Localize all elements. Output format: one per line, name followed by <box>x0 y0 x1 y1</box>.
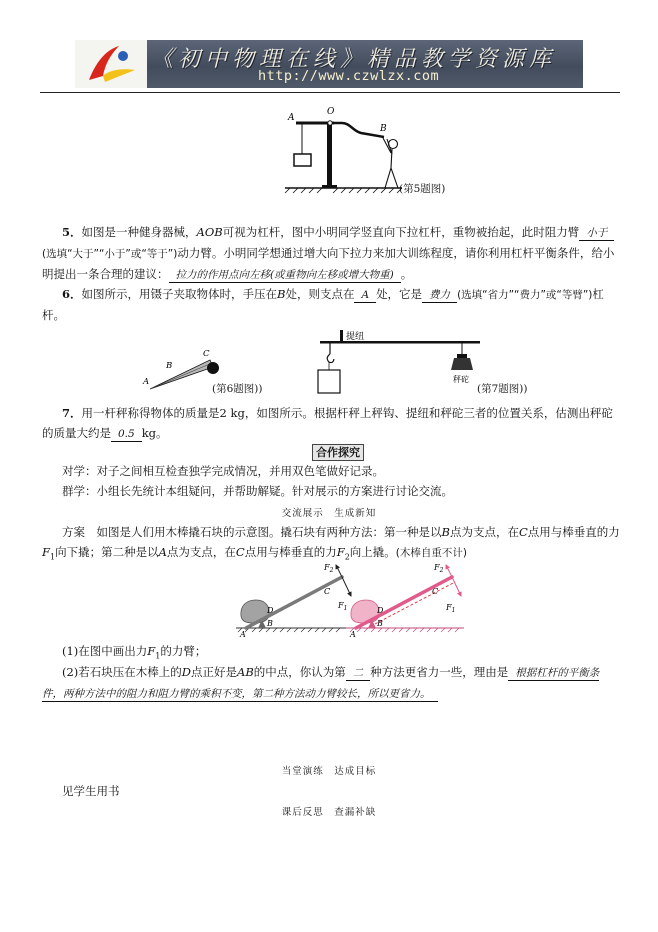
figure-5-fitness-lever <box>280 104 410 194</box>
label-a: A <box>350 630 356 639</box>
label-a: A <box>143 377 150 387</box>
variable-ab: AB <box>237 665 254 679</box>
tweezers-gap <box>150 364 211 390</box>
question-text: 的中点，你认为第 <box>253 665 346 679</box>
person-figure <box>383 138 398 188</box>
post-base <box>322 185 337 188</box>
choice-hint: (选填“大于”“小于”或“等于”) <box>42 248 178 260</box>
label-o: O <box>327 107 335 117</box>
lever-arm-right <box>332 123 384 137</box>
variable-c: C <box>235 545 245 559</box>
question-text: (2)若石块压在木棒上的 <box>62 665 182 679</box>
logo-icon <box>75 40 147 88</box>
label-d: D <box>377 606 384 615</box>
question-5 <box>42 222 620 285</box>
answer-blank: 二 <box>346 667 371 681</box>
weight-block <box>294 154 311 166</box>
variable-f: F <box>336 545 345 559</box>
label-b: B <box>380 124 387 134</box>
figure-7-steelyard <box>312 326 488 396</box>
support-post <box>327 123 332 188</box>
question-text: 如图是一种健身器械， <box>81 225 197 239</box>
question-text: (1)在图中画出力 <box>62 644 148 658</box>
lever-arm-l1 <box>375 582 455 624</box>
pivot-point <box>328 121 332 125</box>
question-text: 的力臂； <box>160 644 207 658</box>
variable-f: F <box>147 644 156 658</box>
ground-hatch <box>238 628 340 632</box>
label-f2: $F_2$ <box>324 563 334 574</box>
subscript: 1 <box>49 552 56 562</box>
question-text: 种方法更省力一些，理由是 <box>370 665 509 679</box>
plan-question-2 <box>42 662 620 704</box>
answer-blank: 0.5 <box>111 428 142 442</box>
variable-b: B <box>441 525 450 539</box>
question-number: 7． <box>62 406 82 420</box>
figure-6-tweezers <box>140 345 222 393</box>
weight-cap <box>457 354 467 358</box>
subscript: 1 <box>155 651 161 661</box>
label-a: A <box>240 630 246 639</box>
banner-url: http://www.czwlzx.com <box>258 68 440 84</box>
question-text: 如图所示，用镊子夹取物体时，手压在 <box>81 287 278 301</box>
see-student-book: 见学生用书 <box>62 784 120 798</box>
question-text: 杠杆。 <box>42 287 604 322</box>
held-object <box>207 362 219 374</box>
label-b: B <box>377 619 383 628</box>
plan-text: 方案 如图是人们用木棒撬石块的示意图。撬石块有两种方法：第一种是以 <box>62 525 442 539</box>
plan-text: 点为支点，在 <box>166 545 236 559</box>
hanging-object <box>318 370 340 393</box>
choice-hint: (选填“省力”“费力”或“等臂”) <box>457 289 593 301</box>
answer-blank: 费力 <box>422 289 457 303</box>
reflection-heading: 课后反思 查漏补缺 <box>281 807 377 818</box>
question-text: kg。 <box>141 426 168 440</box>
label-b: B <box>166 361 173 371</box>
question-6 <box>42 284 620 325</box>
force-f2-arrow <box>336 565 342 577</box>
ground-hatch <box>350 628 459 632</box>
label-c: C <box>203 349 210 359</box>
force-f1-arrow <box>342 577 351 596</box>
header-divider <box>40 92 620 93</box>
question-text: 。 <box>400 267 413 281</box>
question-text: 可视为杠杆，图中小明同学竖直向下拉杠杆，重物被抬起，此时阻力臂 <box>222 225 580 239</box>
variable-d: D <box>181 665 192 679</box>
crowbar-figure-right <box>346 563 464 639</box>
question-number: 6． <box>62 287 82 301</box>
plan-text: 向上撬。 <box>349 545 396 559</box>
label-c: C <box>432 587 439 596</box>
plan-text: 点用与棒垂直的力 <box>527 525 620 539</box>
variable-f: F <box>42 545 50 559</box>
section-subtitle: 交流展示 生成新知 <box>281 508 377 519</box>
figure-5-caption: (第5题图) <box>399 183 446 195</box>
label-f1: $F_1$ <box>338 601 348 612</box>
steelyard-beam <box>320 341 480 344</box>
label-lifting-knob: 提纽 <box>346 332 365 342</box>
banner-title: 《初中物理在线》精品教学资源库 <box>151 47 557 72</box>
label-f1: $F_1$ <box>446 603 456 614</box>
tweezers <box>150 360 213 389</box>
label-weight: 秤砣 <box>453 375 469 384</box>
question-text: 点正好是 <box>191 665 238 679</box>
plan-figures-crowbar <box>232 560 468 640</box>
answer-blank: 根据杠杆的平衡条件，两种方法中的阻力和阻力臂的乘积不变，第二种方法动力臂较长，所以更省力。 <box>42 667 600 700</box>
practice-heading: 当堂演练 达成目标 <box>281 766 377 777</box>
plan-note: (木棒自重不计) <box>395 547 467 559</box>
crowbar-figure-left <box>236 563 351 639</box>
figure-7-caption: (第7题图)) <box>477 383 528 395</box>
answer-blank: A <box>354 289 376 303</box>
label-b: B <box>267 619 273 628</box>
plan-text: 点为支点，在 <box>449 525 519 539</box>
question-number: 5． <box>62 225 82 239</box>
label-d: D <box>267 606 274 615</box>
variable-a: A <box>158 545 167 559</box>
plan-text: 点用与棒垂直的力 <box>244 545 337 559</box>
force-f2-arrow <box>446 565 452 577</box>
label-c: C <box>324 587 331 596</box>
force-f1-arrow <box>452 577 461 596</box>
plan-text: 向下撬；第二种是以 <box>55 545 159 559</box>
logo <box>75 40 147 88</box>
variable-c: C <box>518 525 528 539</box>
header-banner <box>75 40 583 88</box>
group-study-text: 群学：小组长先统计本组疑问，并帮助解疑。针对展示的方案进行讨论交流。 <box>62 484 453 498</box>
question-text: 用一杆秤称得物体的质量是2 kg，如图所示。根据杆秤上秤钩、提纽和秤砣三者的位置关系，估测出秤砣的质量大约是 <box>42 406 613 440</box>
question-text: 动力臂。小明同学想通过增大向下拉力来加大训练程度，请你利用杠杆平衡条件，给小明提出一条合理的建议： <box>42 246 615 281</box>
label-a: A <box>288 113 295 123</box>
steelyard-weight <box>451 358 473 370</box>
subscript: 2 <box>344 552 350 562</box>
question-7 <box>42 403 620 444</box>
figure-6-caption: (第6题图)) <box>212 383 263 395</box>
variable-b: B <box>277 287 286 301</box>
hook <box>327 354 334 363</box>
label-f2: $F_2$ <box>434 563 444 574</box>
answer-blank: 拉力的作用点向左移(或重物向左移或增大物重) <box>169 269 401 283</box>
answer-blank: 小于 <box>579 227 614 241</box>
section-title: 合作探究 <box>312 444 364 461</box>
variable-aob: AOB <box>196 225 223 239</box>
question-text: 处，它是 <box>376 287 423 301</box>
question-text: 处，则支点在 <box>285 287 355 301</box>
pair-study-text: 对学：对子之间相互检查独学完成情况，并用双色笔做好记录。 <box>62 464 384 478</box>
lifting-knob-marker <box>340 330 343 341</box>
